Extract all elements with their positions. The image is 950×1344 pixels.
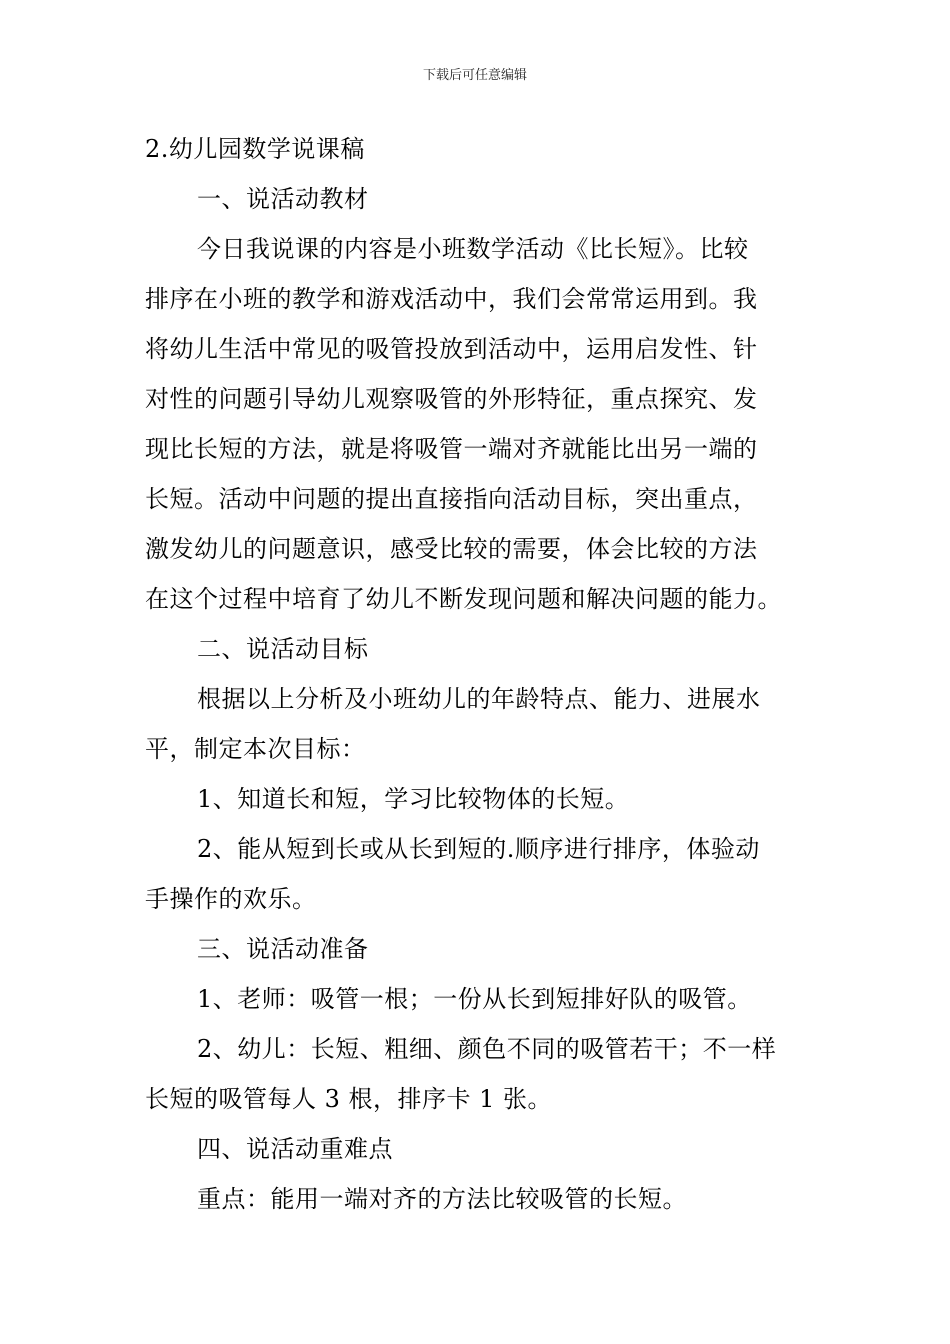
text-line: 将幼儿生活中常见的吸管投放到活动中，运用启发性、针 xyxy=(145,335,758,363)
text-line: 长短。活动中问题的提出直接指向活动目标，突出重点， xyxy=(145,485,758,513)
text-line: 重点：能用一端对齐的方法比较吸管的长短。 xyxy=(197,1185,687,1213)
document-body xyxy=(145,124,807,1224)
header-note: 下载后可任意编辑 xyxy=(422,68,527,83)
text-line: 现比长短的方法，就是将吸管一端对齐就能比出另一端的 xyxy=(145,435,758,463)
text-line: 激发幼儿的问题意识，感受比较的需要，体会比较的方法 xyxy=(145,535,758,563)
text-line: 三、说活动准备 xyxy=(197,935,369,963)
text-line: 在这个过程中培育了幼儿不断发现问题和解决问题的能力。 xyxy=(145,585,782,613)
document-title: 2.幼儿园数学说课稿 xyxy=(145,135,365,163)
text-line: 1、知道长和短，学习比较物体的长短。 xyxy=(197,785,630,813)
text-line: 排序在小班的教学和游戏活动中，我们会常常运用到。我 xyxy=(145,285,758,313)
text-line: 1、老师：吸管一根；一份从长到短排好队的吸管。 xyxy=(197,985,752,1013)
text-line: 平，制定本次目标： xyxy=(145,735,366,763)
text-line: 长短的吸管每人 3 根，排序卡 1 张。 xyxy=(145,1085,553,1113)
text-line: 对性的问题引导幼儿观察吸管的外形特征，重点探究、发 xyxy=(145,385,758,413)
text-line: 2、能从短到长或从长到短的.顺序进行排序，体验动 xyxy=(197,835,760,863)
text-line: 今日我说课的内容是小班数学活动《比长短》。比较 xyxy=(197,235,749,263)
text-line: 二、说活动目标 xyxy=(197,635,369,663)
text-line: 一、说活动教材 xyxy=(197,185,369,213)
text-line: 2、幼儿：长短、粗细、颜色不同的吸管若干；不一样 xyxy=(197,1035,777,1063)
text-line: 四、说活动重难点 xyxy=(197,1135,393,1163)
text-line: 手操作的欢乐。 xyxy=(145,885,317,913)
text-line: 根据以上分析及小班幼儿的年龄特点、能力、进展水 xyxy=(197,685,761,713)
